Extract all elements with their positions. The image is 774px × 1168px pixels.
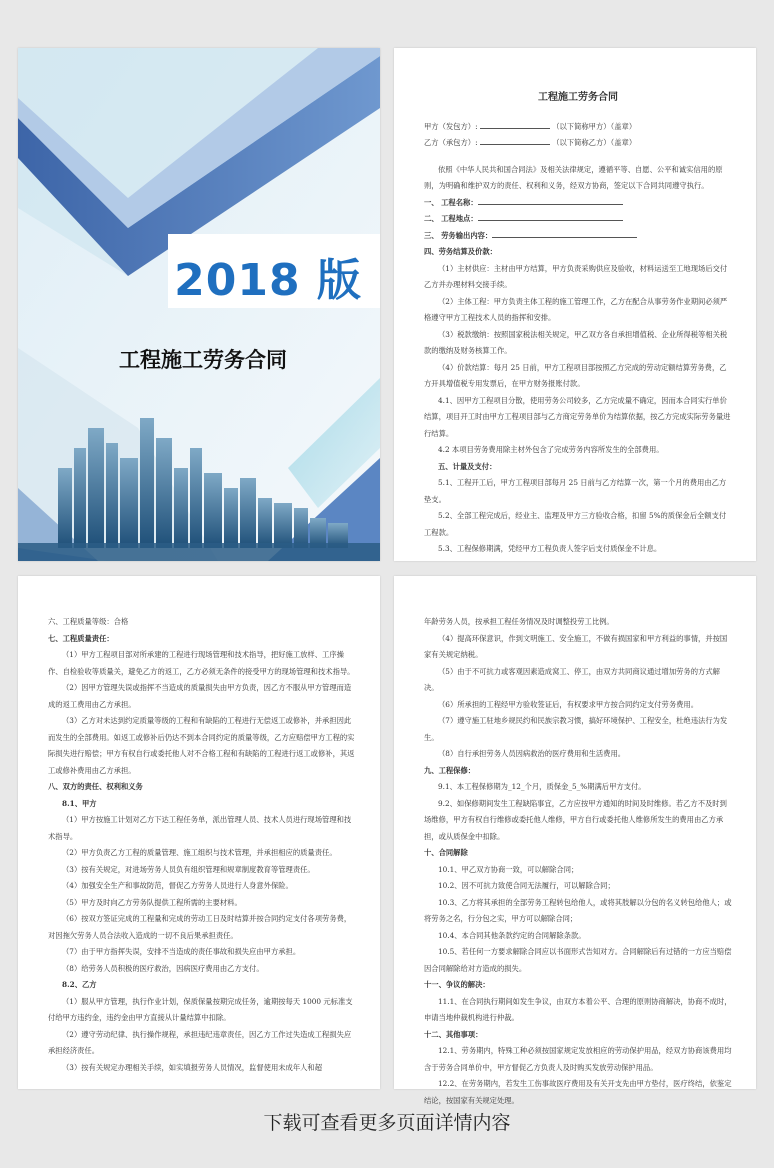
paragraph-text: （5）由于不可抗力或客观因素造成窝工、停工，由双方共同商议通过增加劳务的方式解决。 [424, 666, 720, 692]
paragraph-text: 5.1、工程开工后，甲方工程项目部每月 25 日前与乙方结算一次，第一个月的费用由乙方垫支。 [424, 478, 727, 504]
paragraph-text: 5.2、全部工程完成后，经业主、监理及甲方三方验收合格，扣留 5%的质保金后全额支付工程款。 [424, 511, 727, 537]
paragraph-text: （1）甲方按施工计划对乙方下达工程任务单，派出管理人员、技术人员进行现场管理和技术指导。 [48, 815, 352, 841]
paragraph-text: （3）乙方对未达到约定质量等级的工程和有缺陷的工程进行无偿返工或修补，并承担因此而发生的全部费用。如返工或修补后仍达不到本合同约定的质量等级，乙方应赔偿甲方工程的实际损失进行赔偿；甲方有权自行或委托他人对不合格工程和有缺陷的工程进行返工或修补，其返工或修补费用由乙方承担。 [48, 716, 355, 775]
paragraph-text: 六、工程质量等级：合格 [48, 617, 129, 626]
paragraph [424, 845, 732, 862]
paragraph-text: 12.1、劳务期内，特殊工种必须按国家规定发放相应的劳动保护用品，经双方协商该费用均含于劳务合同单价中，甲方督促乙方负责人及时购买发放劳动保护用品。 [424, 1046, 732, 1072]
paragraph-text: 十、合同解除 [424, 848, 468, 857]
fill-in-blank [478, 196, 623, 205]
paragraph [424, 244, 732, 261]
contract-title: 工程施工劳务合同 [538, 92, 618, 103]
page1-body [424, 162, 732, 558]
paragraph [48, 845, 356, 862]
paragraph-text: 年龄劳务人员，按承担工程任务情况及时调整投劳工比例。 [424, 617, 614, 626]
cover-page [18, 48, 380, 561]
paragraph-text: 三、 劳务输出内容： [424, 230, 493, 240]
party-a-blank [480, 120, 550, 129]
paragraph [424, 631, 732, 664]
paragraph [48, 812, 356, 845]
paragraph-text: 一、 工程名称： [424, 197, 478, 207]
paragraph [424, 664, 732, 697]
paragraph-text: 4.1、因甲方工程项目分散，使用劳务公司较多，乙方完成量不确定，因而本合同实行单价结算，项目开工时由甲方工程项目部与乙方商定劳务单价为结算依据，按乙方完成实际劳务量进行结算。 [424, 395, 731, 438]
paragraph-text: 二、 工程地点： [424, 214, 478, 223]
paragraph-text: 10.1、甲乙双方协商一致，可以解除合同； [438, 864, 579, 874]
cover-title: 工程施工劳务合同 [119, 348, 287, 372]
paragraph [424, 713, 732, 746]
paragraph [424, 796, 732, 846]
paragraph-text: （3）税款缴纳：按照国家税法相关规定，甲乙双方各自承担增值税、企业所得税等相关税款的缴纳及财务核算工作。 [424, 329, 728, 355]
paragraph-text: 七、工程质量责任： [48, 633, 114, 643]
paragraph-text: （4）加强安全生产和事故防范，督促乙方劳务人员进行人身意外保险。 [62, 881, 293, 890]
paragraph [424, 763, 732, 780]
paragraph-text: （2）因甲方管理失误或指挥不当造成的质量损失由甲方负责，因乙方不服从甲方管理而造成的返工费用由乙方承担。 [48, 683, 352, 709]
paragraph-text: 8.1、甲方 [62, 798, 97, 808]
paragraph [424, 393, 732, 443]
page3-body [424, 614, 732, 1109]
fill-in-blank [492, 229, 637, 238]
contract-page-2 [18, 576, 380, 1089]
paragraph [48, 779, 356, 796]
paragraph [48, 1060, 356, 1077]
paragraph [48, 862, 356, 879]
paragraph [424, 541, 732, 558]
paragraph [424, 327, 732, 360]
paragraph [424, 1043, 732, 1076]
paragraph-text: （4）提高环保意识，作到文明施工、安全施工，不做有损国家和甲方利益的事情，并按国家有关规定纳税。 [424, 633, 728, 659]
paragraph [48, 878, 356, 895]
paragraph [424, 508, 732, 541]
paragraph [48, 994, 356, 1027]
paragraph-text: 四、劳务结算及价款： [424, 247, 497, 256]
paragraph [48, 944, 356, 961]
paragraph-text: （6）按双方签证完成的工程量和完成的劳动工日及时结算并按合同约定支付各项劳务费，对因拖欠劳务人员合法收入造成的一切不良后果承担责任。 [48, 914, 352, 940]
paragraph [48, 680, 356, 713]
paragraph-text: 十一、争议的解决： [424, 980, 490, 989]
paragraph [424, 195, 732, 212]
paragraph [48, 977, 356, 994]
paragraph-text: （3）按有关规定，对进场劳务人员负有组织管理和规章制度教育等管理责任。 [62, 864, 315, 874]
paragraph-text: 8.2、乙方 [62, 980, 97, 989]
paragraph-text: 十二、其他事项： [424, 1029, 483, 1039]
paragraph-text: 9.1、本工程保修期为_12_个月，质保金_5_%期满后甲方支付。 [438, 782, 646, 791]
paragraph-text: （5）甲方及时向乙方劳务队提供工程所需的主要材料。 [62, 897, 242, 907]
cover-year: 2018 版 [174, 255, 362, 306]
paragraph-text: （2）甲方负责乙方工程的质量管理、施工组织与技术管理，并承担相应的质量责任。 [62, 848, 337, 857]
paragraph-text: （1）主材供应：主材由甲方结算，甲方负责采购供应及验收，材料运送至工地现场后交付乙方并办理材料交接手续。 [424, 263, 728, 289]
paragraph [424, 614, 732, 631]
paragraph [48, 647, 356, 680]
paragraph [48, 631, 356, 648]
paragraph [424, 294, 732, 327]
paragraph-text: 八、双方的责任、权利和义务 [48, 782, 143, 791]
paragraph [424, 977, 732, 994]
paragraph-text: （6）所承担的工程经甲方验收签证后，有权要求甲方按合同约定支付劳务费用。 [438, 699, 699, 709]
paragraph-text: （7）遵守施工驻地乡规民约和民族宗教习惯，搞好环境保护、工程安全，杜绝违法行为发生。 [424, 716, 728, 742]
paragraph [424, 878, 732, 895]
paragraph [424, 895, 732, 928]
paragraph-text: （4）价款结算：每月 25 日前，甲方工程项目部按照乙方完成的劳动定额结算劳务费，乙方开具增值税专用发票后，在甲方财务报账付款。 [424, 362, 727, 388]
paragraph-text: （3）按有关规定办理相关手续，如实填报劳务人员情况，监督使用未成年人和超 [62, 1062, 323, 1072]
paragraph [48, 895, 356, 912]
party-b-suffix: （以下简称乙方）（盖章） [552, 138, 637, 147]
paragraph [48, 961, 356, 978]
paragraph-text: （2）遵守劳动纪律、执行操作规程，承担违纪违章责任，因乙方工作过失造成工程损失应承担经济责任。 [48, 1029, 352, 1055]
paragraph [424, 261, 732, 294]
paragraph-text: 9.2、如保修期间发生工程缺陷事宜，乙方应按甲方通知的时间及时维修。若乙方不及时到场维修，甲方有权自行维修或委托他人维修，甲方自行或委托他人维修所发生的费用由乙方承担，或从质保金中扣除。 [424, 798, 727, 841]
paragraph-text: 10.2、因不可抗力致使合同无法履行，可以解除合同； [438, 881, 615, 890]
contract-page-3 [394, 576, 756, 1105]
party-b-blank [480, 136, 550, 145]
contract-page-1 [394, 48, 756, 561]
paragraph-text: 5.3、工程保修期满，凭经甲方工程负责人签字后支付质保金不计息。 [438, 544, 662, 553]
paragraph [48, 911, 356, 944]
paragraph-text: 九、工程保修： [424, 765, 476, 775]
paragraph [424, 779, 732, 796]
paragraph [424, 746, 732, 763]
paragraph-text: （1）服从甲方管理，执行作业计划，保质保量按期完成任务，逾期按每天 1000 元标准支付给甲方违约金，违约金由甲方直接从计量结算中扣除。 [48, 996, 353, 1022]
paragraph-text: 11.1、在合同执行期间如发生争议，由双方本着公平、合理的原则协商解决，协商不成时，申请当地仲裁机构进行仲裁。 [424, 996, 732, 1022]
paragraph [424, 1076, 732, 1109]
paragraph [424, 442, 732, 459]
paragraph-text: （8）自行承担劳务人员因病救治的医疗费用和生活费用。 [438, 749, 626, 758]
paragraph [424, 228, 732, 245]
page2-body [48, 614, 356, 1076]
paragraph [424, 459, 732, 476]
paragraph-text: 12.2、在劳务期内，若发生工伤事故医疗费用及有关开支先由甲方垫付，医疗终结，依鉴定结论，按国家有关规定处理。 [424, 1079, 732, 1105]
paragraph [424, 162, 732, 195]
paragraph [48, 1027, 356, 1060]
paragraph [424, 862, 732, 879]
paragraph [424, 1027, 732, 1044]
paragraph-text: （1）甲方工程项目部对所承建的工程进行现场管理和技术指导，把好施工放样、工序操作、自检验收等质量关，避免乙方的返工，乙方必须无条件的接受甲方的现场管理和技术指导。 [48, 650, 355, 676]
paragraph [424, 360, 732, 393]
paragraph-text: 五、计量及支付： [438, 461, 497, 471]
paragraph [48, 796, 356, 813]
paragraph-text: 4.2 本项目劳务费用除主材外包含了完成劳务内容所发生的全部费用。 [438, 445, 664, 454]
paragraph [48, 713, 356, 779]
paragraph-text: （7）由于甲方指挥失误，安排不当造成的责任事故和损失应由甲方承担。 [62, 947, 301, 956]
paragraph-text: （8）给劳务人员积极的医疗救治，因病医疗费用由乙方支付。 [62, 963, 264, 973]
download-more-link[interactable]: 下载可查看更多页面详情内容 [263, 1112, 511, 1134]
paragraph [424, 944, 732, 977]
paragraph [424, 475, 732, 508]
paragraph-text: 10.3、乙方将其承担的全部劳务工程转包给他人，或将其肢解以分包的名义转包给他人；或将劳务之名，行分包之实，甲方可以解除合同； [424, 897, 732, 923]
party-a-suffix: （以下简称甲方）（盖章） [552, 121, 637, 131]
paragraph [424, 697, 732, 714]
party-a-label: 甲方（发包方）: [424, 121, 478, 131]
paragraph-text: 10.4、本合同其他条款约定的合同解除条款。 [438, 930, 586, 940]
paragraph-text: 10.5、若任何一方要求解除合同应以书面形式告知对方。合同解除后有过错的一方应当赔偿因合同解除给对方造成的损失。 [424, 947, 732, 973]
paragraph [48, 614, 356, 631]
paragraph-text: 依照《中华人民共和国合同法》及相关法律规定，遵循平等、自愿、公平和诚实信用的原则，为明确和维护双方的责任、权利和义务，经双方协商，签定以下合同共同遵守执行。 [424, 164, 723, 190]
paragraph-text: （2）主体工程：甲方负责主体工程的施工管理工作，乙方在配合从事劳务作业期间必须严格遵守甲方工程技术人员的指挥和安排。 [424, 296, 728, 322]
paragraph [424, 994, 732, 1027]
paragraph [424, 928, 732, 945]
party-b-line [424, 135, 732, 152]
party-b-label: 乙方（承包方）: [424, 138, 478, 147]
party-a-line [424, 119, 732, 136]
paragraph [424, 211, 732, 228]
fill-in-blank [478, 212, 623, 221]
